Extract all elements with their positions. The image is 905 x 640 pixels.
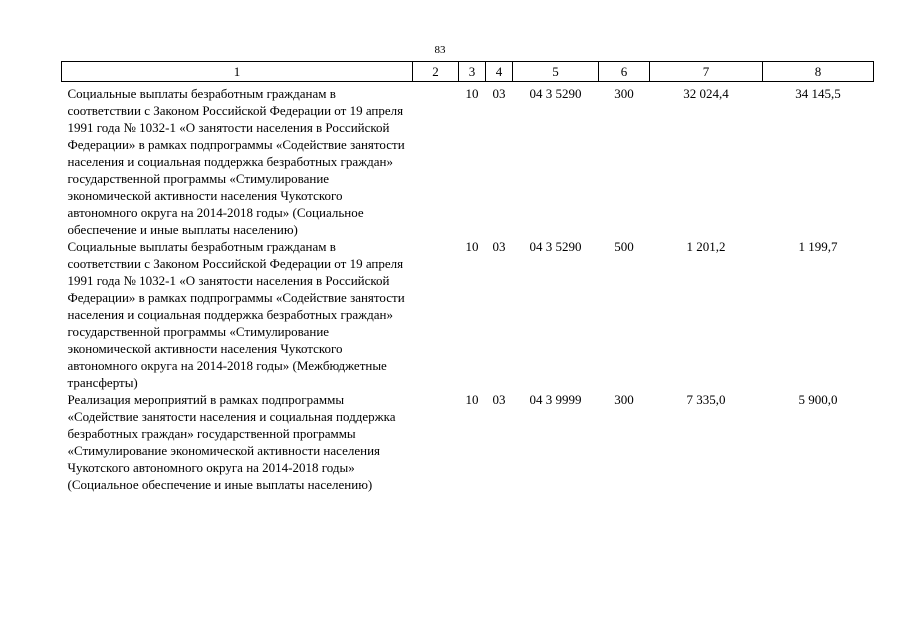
row-vid-raskhodov: 300 [614, 392, 634, 407]
header-row [62, 62, 874, 82]
row-razdel: 10 [465, 239, 479, 254]
row-tselevaya-statya: 04 3 9999 [529, 392, 582, 407]
header-col-1: 1 [62, 62, 413, 82]
row-vid-raskhodov: 300 [614, 86, 634, 101]
row-amount-col7: 1 201,2 [686, 239, 726, 254]
row-podrazdel: 03 [492, 392, 506, 407]
row-amount-col7: 7 335,0 [686, 392, 726, 407]
row-amount-col8: 5 900,0 [798, 392, 838, 407]
row-amount-col8: 34 145,5 [795, 86, 841, 101]
table-header [62, 62, 874, 82]
row-razdel: 10 [465, 86, 479, 101]
row-tselevaya-statya: 04 3 5290 [529, 86, 582, 101]
page-number: 83 [434, 44, 446, 56]
row-razdel: 10 [465, 392, 479, 407]
header-col-3: 3 [459, 62, 486, 82]
row-description: Реализация мероприятий в рамках подпрограммы «Содействие занятости населения и социальная поддержка безработных граждан» государственной программы «Стимулирование экономической активности населения Чукотского автономного округа на 2014-2018 годы» (Социальное обеспечение и иные выплаты населению) [67, 392, 396, 492]
row-description: Социальные выплаты безработным гражданам в соответствии с Законом Российской Федерации от 19 апреля 1991 года № 1032-1 «О занятости населения в Российской Федерации» в рамках подпрограммы «Содействие занятости населения и социальная поддержка безработных граждан» государственной программы «Стимулирование экономической активности населения Чукотского автономного округа на 2014-2018 годы» (Межбюджетные трансферты) [67, 239, 405, 390]
row-podrazdel: 03 [492, 239, 506, 254]
budget-table [61, 61, 874, 493]
table-row [62, 82, 874, 239]
header-col-8: 8 [763, 62, 874, 82]
row-amount-col7: 32 024,4 [683, 86, 729, 101]
row-description: Социальные выплаты безработным гражданам в соответствии с Законом Российской Федерации от 19 апреля 1991 года № 1032-1 «О занятости населения в Российской Федерации» в рамках подпрограммы «Содействие занятости населения и социальная поддержка безработных граждан» государственной программы «Стимулирование экономической активности населения Чукотского автономного округа на 2014-2018 годы» (Социальное обеспечение и иные выплаты населению) [67, 86, 405, 237]
row-vid-raskhodov: 500 [614, 239, 634, 254]
row-col2 [413, 82, 459, 239]
table-body [62, 82, 874, 494]
row-col2 [413, 391, 459, 493]
header-col-2: 2 [413, 62, 459, 82]
row-tselevaya-statya: 04 3 5290 [529, 239, 582, 254]
header-col-7: 7 [650, 62, 763, 82]
header-col-4: 4 [486, 62, 513, 82]
header-col-6: 6 [599, 62, 650, 82]
row-podrazdel: 03 [492, 86, 506, 101]
table-row [62, 238, 874, 391]
row-col2 [413, 238, 459, 391]
header-col-5: 5 [513, 62, 599, 82]
table-row [62, 391, 874, 493]
row-amount-col8: 1 199,7 [798, 239, 838, 254]
